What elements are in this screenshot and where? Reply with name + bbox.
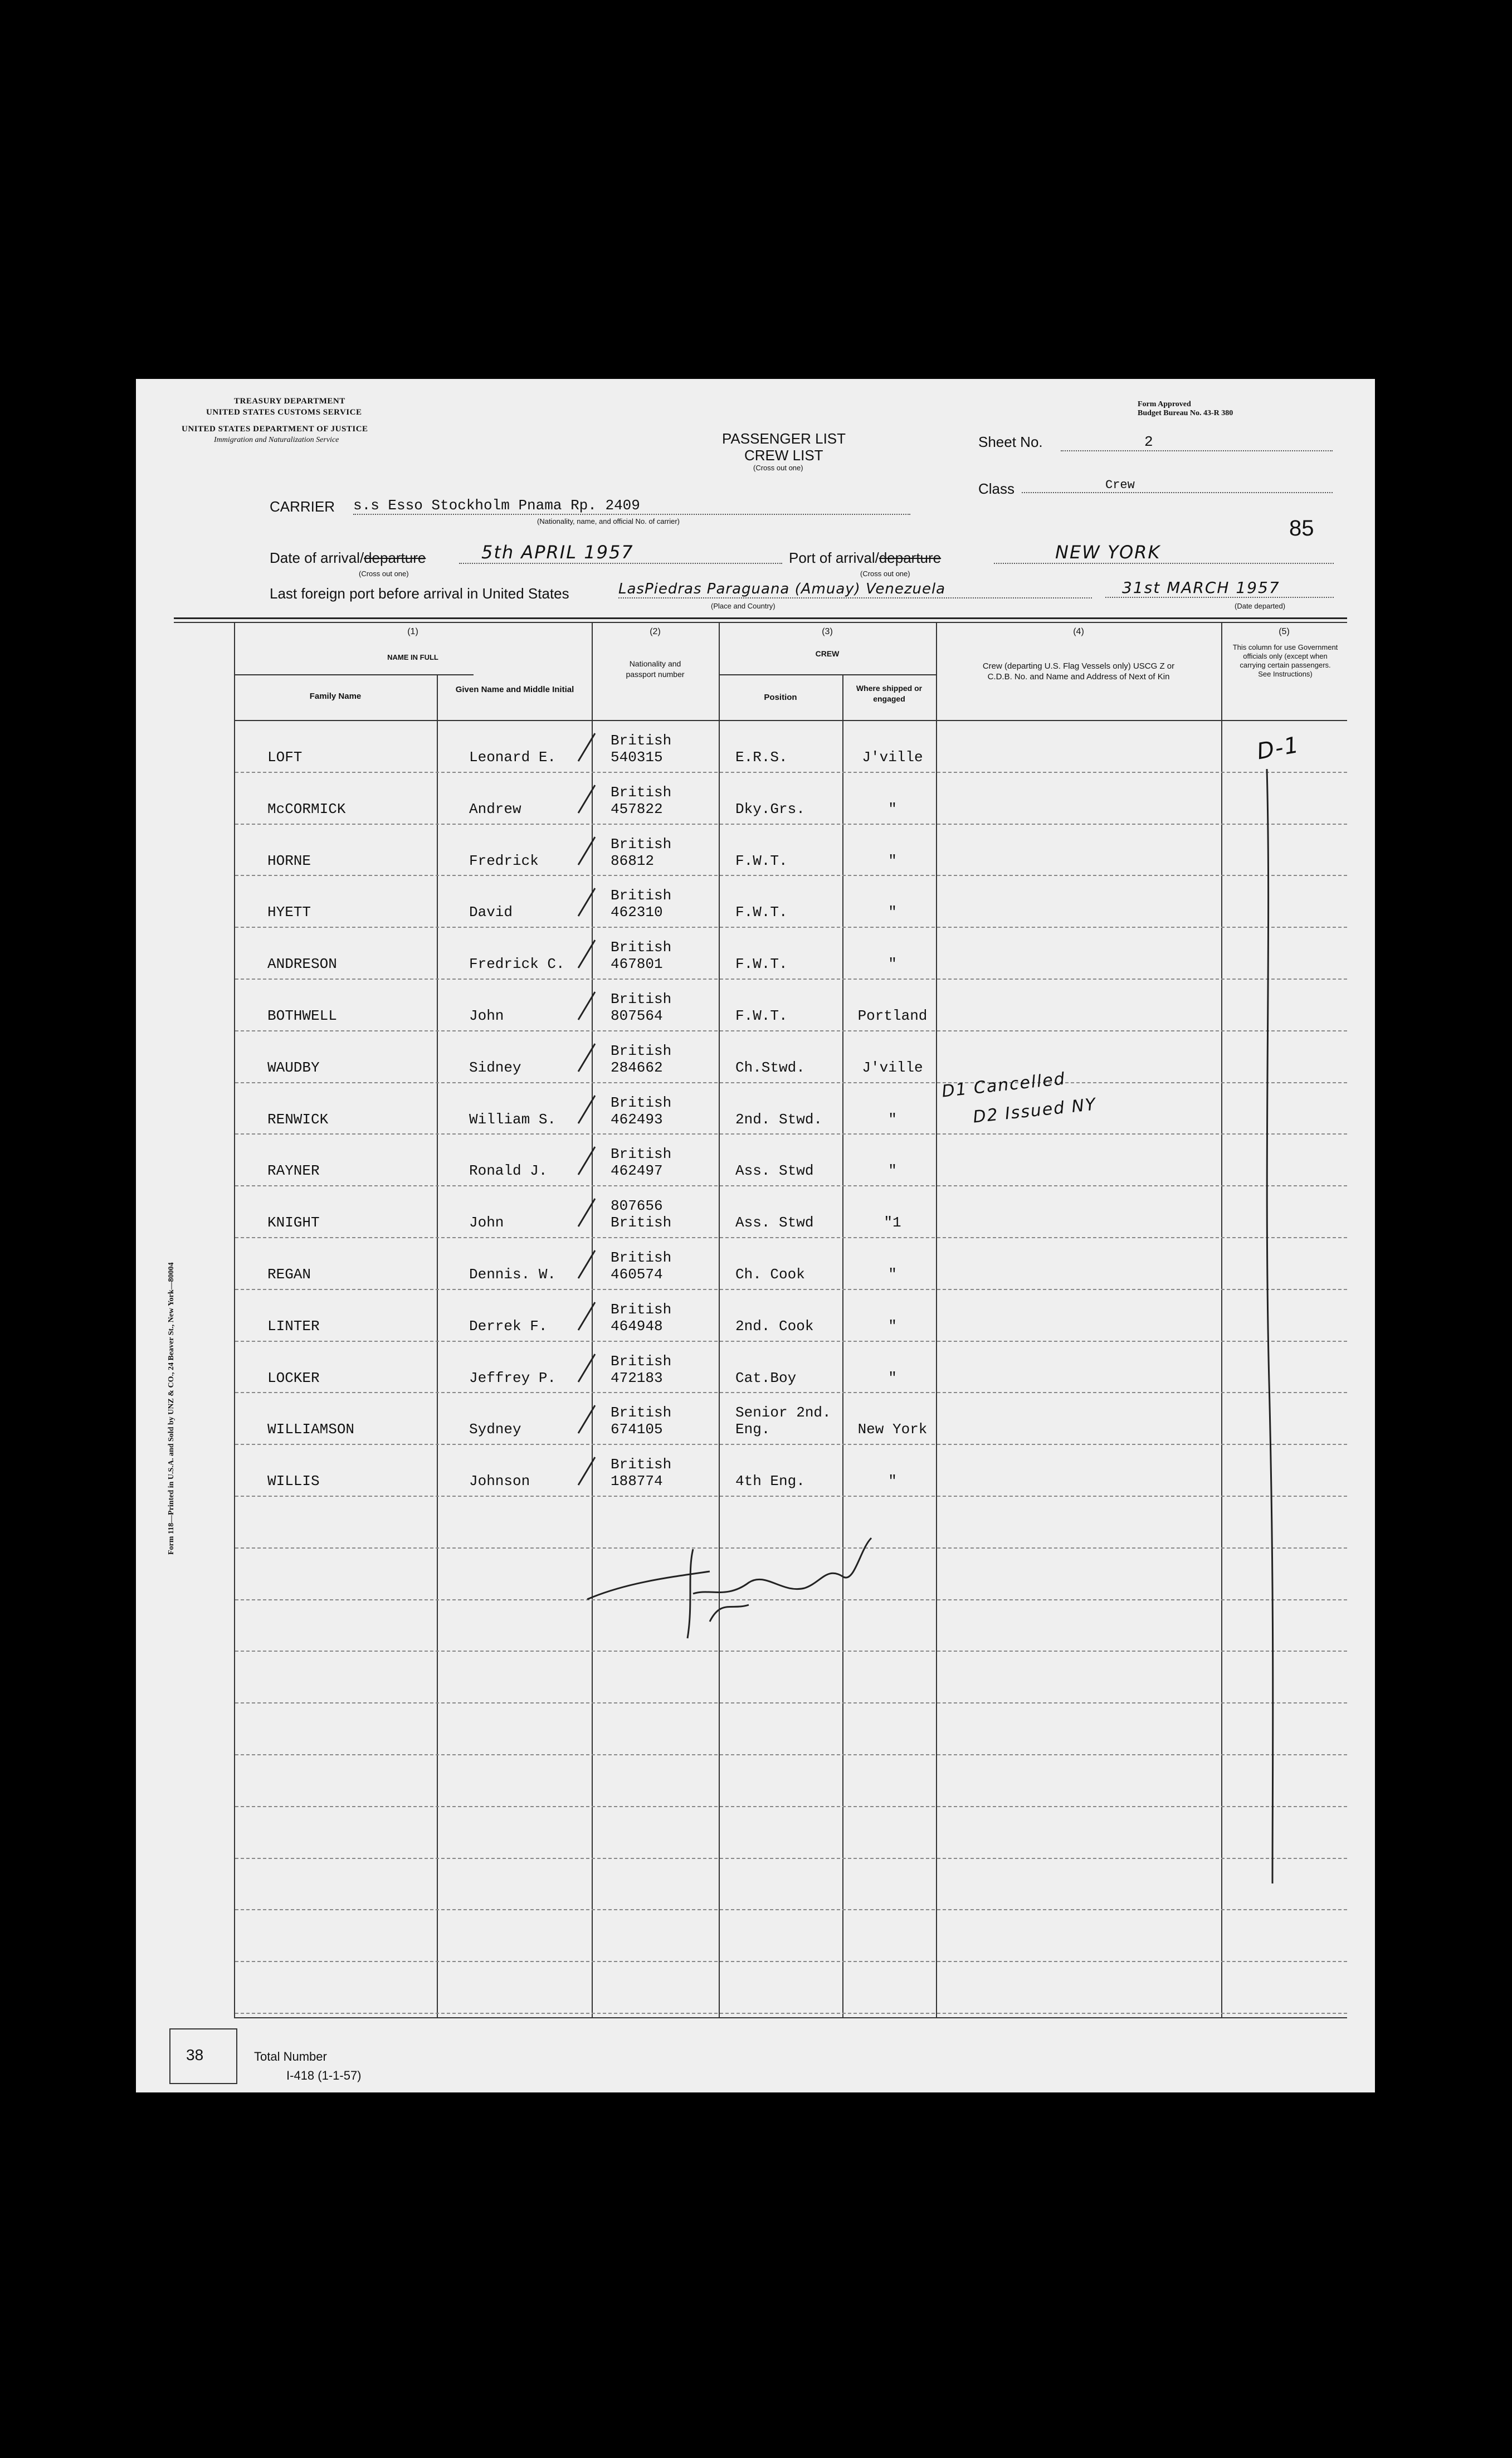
cell-nationality: British bbox=[611, 991, 672, 1007]
date-arrival-value: 5th APRIL 1957 bbox=[459, 542, 782, 564]
cell-given-name: Johnson bbox=[469, 1473, 530, 1490]
cell-given-name: Sydney bbox=[469, 1421, 521, 1438]
verified-tick-mark bbox=[576, 1455, 598, 1488]
cell-passport: 462310 bbox=[611, 904, 663, 921]
row-separator bbox=[235, 1392, 1347, 1393]
col-position: Position bbox=[764, 693, 797, 702]
verified-tick-mark bbox=[576, 731, 598, 765]
carrier-value: s.s Esso Stockholm Pnama Rp. 2409 bbox=[353, 497, 910, 515]
verified-tick-mark bbox=[576, 1352, 598, 1385]
crew-list-title: CREW LIST bbox=[744, 447, 823, 464]
verified-tick-mark bbox=[576, 1145, 598, 1178]
dept-treasury: TREASURY DEPARTMENT bbox=[234, 397, 345, 406]
cell-passport: 540315 bbox=[611, 749, 663, 766]
cell-family-name: HORNE bbox=[267, 852, 311, 869]
cell-nationality: 807656 bbox=[611, 1198, 663, 1215]
cell-nationality: British bbox=[611, 1094, 672, 1111]
cell-passport: 460574 bbox=[611, 1266, 663, 1283]
cell-family-name: McCORMICK bbox=[267, 800, 346, 817]
col5-bracket-line bbox=[1256, 769, 1289, 1895]
cell-nationality: British bbox=[611, 732, 672, 749]
last-port-value: LasPiedras Paraguana (Amuay) Venezuela bbox=[618, 581, 1092, 598]
table-bottom-rule bbox=[234, 2017, 1347, 2018]
cell-nationality: British bbox=[611, 835, 672, 853]
row-separator bbox=[235, 1961, 1347, 1962]
port-arrival-value: NEW YORK bbox=[994, 542, 1334, 564]
cell-family-name: LINTER bbox=[267, 1317, 320, 1335]
cell-given-name: John bbox=[469, 1007, 504, 1024]
port-arrival-note: (Cross out one) bbox=[860, 570, 910, 578]
cell-where-shipped: Portland bbox=[857, 1007, 928, 1024]
renwick-note-cancelled: D1 Cancelled bbox=[940, 1069, 1067, 1102]
last-port-note: (Place and Country) bbox=[711, 602, 775, 610]
cell-position: Ch.Stwd. bbox=[735, 1059, 805, 1076]
cell-position: 2nd. Stwd. bbox=[735, 1111, 823, 1128]
cell-where-shipped: " bbox=[888, 1111, 897, 1128]
cell-where-shipped: " bbox=[888, 1266, 897, 1283]
cell-passport: 807564 bbox=[611, 1007, 663, 1024]
cell-where-shipped: " bbox=[888, 1162, 897, 1180]
sheet-label: Sheet No. bbox=[978, 434, 1043, 450]
cell-family-name: LOFT bbox=[267, 749, 303, 766]
col4-number: (4) bbox=[1073, 627, 1084, 636]
row-separator bbox=[235, 875, 1347, 876]
row-separator bbox=[235, 927, 1347, 928]
cross-out-note: (Cross out one) bbox=[753, 464, 803, 472]
cell-given-name: John bbox=[469, 1214, 504, 1232]
row-separator bbox=[235, 824, 1347, 825]
cell-passport: 284662 bbox=[611, 1059, 663, 1076]
col-border-nat bbox=[719, 622, 720, 2018]
cell-given-name: Sidney bbox=[469, 1059, 521, 1076]
cell-given-name: Leonard E. bbox=[469, 749, 557, 766]
cell-family-name: KNIGHT bbox=[267, 1214, 320, 1232]
cell-passport: 464948 bbox=[611, 1317, 663, 1335]
carrier-label: CARRIER bbox=[270, 498, 335, 515]
cell-where-shipped: " bbox=[888, 800, 897, 817]
col-given-name: Given Name and Middle Initial bbox=[455, 685, 574, 694]
cell-family-name: BOTHWELL bbox=[267, 1007, 337, 1024]
cell-nationality: British bbox=[611, 1404, 672, 1422]
col3-title: CREW bbox=[815, 649, 840, 658]
cell-position: Cat.Boy bbox=[735, 1369, 797, 1386]
cell-given-name: Ronald J. bbox=[469, 1162, 548, 1180]
cell-family-name: LOCKER bbox=[267, 1369, 320, 1386]
header-bottom-rule bbox=[234, 720, 1347, 721]
col-border-next-of-kin bbox=[1221, 622, 1222, 2018]
verified-tick-mark bbox=[576, 938, 598, 971]
cell-position: Ass. Stwd bbox=[735, 1162, 814, 1180]
table-top-rule bbox=[174, 617, 1347, 619]
cell-position: F.W.T. bbox=[735, 852, 788, 869]
col-official-use: This column for use Government officials only (except when carrying certain passengers. See Instructions) bbox=[1232, 643, 1338, 678]
col5-number: (5) bbox=[1279, 627, 1290, 636]
cell-position: Ch. Cook bbox=[735, 1266, 805, 1283]
cell-position: E.R.S. bbox=[735, 749, 788, 766]
col3-number: (3) bbox=[822, 627, 833, 636]
cell-passport: 472183 bbox=[611, 1369, 663, 1386]
cell-where-shipped: " bbox=[888, 956, 897, 973]
port-arrival-label: Port of arrival/departure bbox=[789, 549, 942, 566]
row-separator bbox=[235, 1030, 1347, 1031]
cell-where-shipped: J'ville bbox=[862, 749, 923, 766]
col3-sub-rule bbox=[720, 674, 937, 675]
cell-passport: 86812 bbox=[611, 852, 655, 869]
cell-position: F.W.T. bbox=[735, 904, 788, 921]
row-separator bbox=[235, 1858, 1347, 1859]
cell-given-name: Derrek F. bbox=[469, 1317, 548, 1335]
cell-position: Ass. Stwd bbox=[735, 1214, 814, 1232]
col-border-left bbox=[234, 622, 235, 2018]
row-separator bbox=[235, 979, 1347, 980]
cell-where-shipped: "1 bbox=[884, 1214, 901, 1232]
row-separator bbox=[235, 1702, 1347, 1703]
cell-position: F.W.T. bbox=[735, 956, 788, 973]
cell-family-name: HYETT bbox=[267, 904, 311, 921]
col2-number: (2) bbox=[650, 627, 661, 636]
cell-given-name: Andrew bbox=[469, 800, 521, 817]
cell-position: Dky.Grs. bbox=[735, 800, 805, 817]
col-where-shipped: Where shipped or engaged bbox=[856, 684, 923, 703]
cell-given-name: William S. bbox=[469, 1111, 557, 1128]
carrier-note: (Nationality, name, and official No. of carrier) bbox=[537, 517, 680, 525]
form-approved: Form Approved bbox=[1138, 400, 1191, 408]
form-code: I-418 (1-1-57) bbox=[286, 2068, 362, 2082]
cell-passport: 674105 bbox=[611, 1421, 663, 1438]
row-separator bbox=[235, 2013, 1347, 2014]
total-number-label: Total Number bbox=[254, 2050, 327, 2063]
cell-where-shipped: " bbox=[888, 852, 897, 869]
passenger-list-title: PASSENGER LIST bbox=[722, 430, 846, 447]
col5-handwritten-mark: D-1 bbox=[1255, 732, 1302, 765]
cell-where-shipped: J'ville bbox=[862, 1059, 923, 1076]
verified-tick-mark bbox=[576, 1041, 598, 1075]
cell-family-name: RAYNER bbox=[267, 1162, 320, 1180]
table-top-rule-2 bbox=[174, 622, 1347, 623]
cell-passport: 457822 bbox=[611, 800, 663, 817]
cell-position: 2nd. Cook bbox=[735, 1317, 814, 1335]
row-separator bbox=[235, 1237, 1347, 1238]
row-separator bbox=[235, 1909, 1347, 1910]
row-separator bbox=[235, 1133, 1347, 1135]
row-separator bbox=[235, 1341, 1347, 1342]
sheet-number: 2 bbox=[1061, 434, 1333, 451]
verified-tick-mark bbox=[576, 783, 598, 816]
cell-passport: 462497 bbox=[611, 1162, 663, 1180]
date-departed-value: 31st MARCH 1957 bbox=[1105, 578, 1334, 598]
last-port-label: Last foreign port before arrival in United States bbox=[270, 585, 569, 602]
col-family-name: Family Name bbox=[309, 692, 362, 701]
dept-immigration: Immigration and Naturalization Service bbox=[214, 436, 339, 444]
cell-nationality: British bbox=[611, 1249, 672, 1266]
renwick-note-issued: D2 Issued NY bbox=[972, 1094, 1098, 1127]
cell-passport: 467801 bbox=[611, 956, 663, 973]
cell-passport: 188774 bbox=[611, 1473, 663, 1490]
row-separator bbox=[235, 1082, 1347, 1083]
col1-title: NAME IN FULL bbox=[387, 653, 438, 661]
cell-passport: British bbox=[611, 1214, 672, 1232]
cell-family-name: WILLIS bbox=[267, 1473, 320, 1490]
date-arrival-note: (Cross out one) bbox=[359, 570, 409, 578]
cell-family-name: RENWICK bbox=[267, 1111, 329, 1128]
date-departed-note: (Date departed) bbox=[1235, 602, 1286, 610]
cell-passport: 462493 bbox=[611, 1111, 663, 1128]
cell-nationality: British bbox=[611, 1042, 672, 1059]
row-separator bbox=[235, 1754, 1347, 1755]
dept-customs: UNITED STATES CUSTOMS SERVICE bbox=[206, 408, 362, 417]
total-number-value: 38 bbox=[186, 2046, 204, 2063]
cell-nationality: British bbox=[611, 1352, 672, 1370]
cell-nationality: British bbox=[611, 1146, 672, 1163]
page-number: 85 bbox=[1289, 516, 1314, 541]
class-label: Class bbox=[978, 480, 1015, 497]
cell-position: 4th Eng. bbox=[735, 1473, 805, 1490]
row-separator bbox=[235, 1496, 1347, 1497]
verified-tick-mark bbox=[576, 1196, 598, 1230]
cell-given-name: Fredrick C. bbox=[469, 956, 565, 973]
form-sheet bbox=[136, 379, 1375, 2092]
cell-nationality: British bbox=[611, 1456, 672, 1473]
cell-given-name: Dennis. W. bbox=[469, 1266, 557, 1283]
cell-position: Senior 2nd. Eng. bbox=[735, 1404, 831, 1438]
class-value: Crew bbox=[1022, 478, 1333, 493]
date-arrival-label: Date of arrival/departure bbox=[270, 549, 426, 566]
verified-tick-mark bbox=[576, 835, 598, 868]
cell-family-name: WAUDBY bbox=[267, 1059, 320, 1076]
side-print: Form 118—Printed in U.S.A. and Sold by UNZ & CO., 24 Beaver St., New York—80004 bbox=[167, 1262, 175, 1555]
cell-where-shipped: " bbox=[888, 1317, 897, 1335]
cell-position: F.W.T. bbox=[735, 1007, 788, 1024]
dept-justice: UNITED STATES DEPARTMENT OF JUSTICE bbox=[182, 425, 368, 434]
verified-tick-mark bbox=[576, 1403, 598, 1437]
row-separator bbox=[235, 1289, 1347, 1290]
cell-where-shipped: " bbox=[888, 904, 897, 921]
cell-nationality: British bbox=[611, 887, 672, 904]
cell-nationality: British bbox=[611, 1301, 672, 1318]
col-nationality: Nationality and passport number bbox=[626, 659, 685, 679]
row-separator bbox=[235, 772, 1347, 773]
cell-nationality: British bbox=[611, 939, 672, 956]
cell-where-shipped: New York bbox=[857, 1421, 928, 1438]
cell-family-name: WILLIAMSON bbox=[267, 1421, 355, 1438]
verified-tick-mark bbox=[576, 1093, 598, 1127]
verified-tick-mark bbox=[576, 990, 598, 1023]
cell-given-name: Jeffrey P. bbox=[469, 1369, 557, 1386]
cell-given-name: David bbox=[469, 904, 513, 921]
cell-nationality: British bbox=[611, 783, 672, 801]
verified-tick-mark bbox=[576, 1300, 598, 1333]
col-next-of-kin: Crew (departing U.S. Flag Vessels only) USCG Z or C.D.B. No. and Name and Address of Next of Kin bbox=[982, 661, 1175, 682]
cell-given-name: Fredrick bbox=[469, 852, 539, 869]
verified-tick-mark bbox=[576, 1248, 598, 1282]
col1-number: (1) bbox=[407, 627, 418, 636]
row-separator bbox=[235, 1806, 1347, 1807]
cell-where-shipped: " bbox=[888, 1473, 897, 1490]
cell-where-shipped: " bbox=[888, 1369, 897, 1386]
budget-bureau: Budget Bureau No. 43-R 380 bbox=[1138, 409, 1233, 417]
row-separator bbox=[235, 1185, 1347, 1186]
cell-family-name: ANDRESON bbox=[267, 956, 337, 973]
verified-tick-mark bbox=[576, 886, 598, 919]
cell-family-name: REGAN bbox=[267, 1266, 311, 1283]
handwritten-signature bbox=[582, 1516, 1005, 1661]
row-separator bbox=[235, 1444, 1347, 1445]
